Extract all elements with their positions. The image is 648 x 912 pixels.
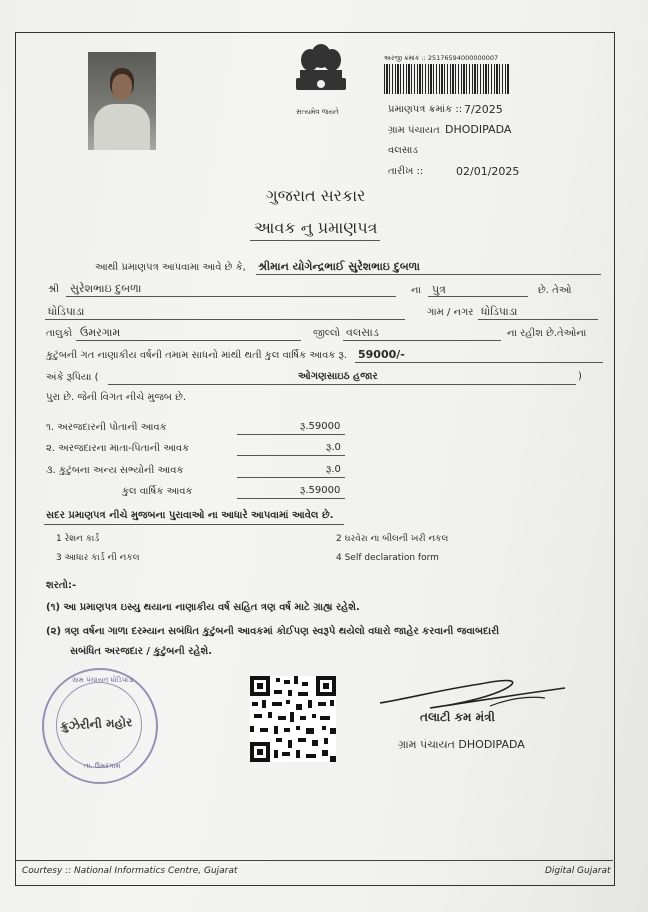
documents-heading: સદર પ્રમાણપત્ર નીચે મુજબના પુરાવાઓ ના આધારે આપવામાં આવેલ છે. xyxy=(46,510,334,521)
document-item: 3 આધાર કાર્ડ ની નકલ xyxy=(56,553,140,563)
income-row-label: ૧. અરજદારની પોતાની આવક xyxy=(46,422,167,433)
income-row-label: ૨. અરજદારના માતા-પિતાની આવક xyxy=(46,443,190,454)
seal-ring-top: ગ્રામ પંચાયત ધોડિપાડા xyxy=(72,676,134,684)
village-value: ધોડિપાડા xyxy=(48,305,85,318)
cert-no-label: પ્રમાણપત્ર ક્રમાંક :: xyxy=(388,104,463,115)
barcode-icon xyxy=(384,64,510,94)
condition-2-cont: સબંધિત અરજદાર / કુટુંબની રહેશે. xyxy=(70,646,212,657)
header-district: વલસાડ xyxy=(388,145,418,156)
total-income-label: કુલ વાર્ષિક આવક xyxy=(122,486,193,497)
date-value: 02/01/2025 xyxy=(456,165,520,178)
emblem-motto: સત્યમેવ જયતે xyxy=(296,108,339,116)
application-number: અરજી ક્રમાંક :: 25176594000000007 xyxy=(384,54,499,62)
seal-ring-bottom: તા. ઉમરગામ xyxy=(84,762,121,770)
panchayat-value: DHODIPADA xyxy=(445,123,512,136)
qr-code-icon xyxy=(250,676,336,762)
condition-2: (૨) ત્રણ વર્ષના ગાળા દરમ્યાન સબંધિત કુટુંબની આવકમાં કોઈપણ સ્વરૂપે થયેલો વધારો જાહેર કરવાની જવાબદારી xyxy=(46,626,500,637)
income-text: કુટુંબની ગત નાણાકીય વર્ષની તમામ સાધનો માંથી થતી કુલ વાર્ષિક આવક રૂ. xyxy=(46,350,348,361)
district-value: વલસાડ xyxy=(346,326,379,339)
document-item: 4 Self declaration form xyxy=(336,553,439,563)
income-row-amount: રૂ.0 xyxy=(326,464,341,475)
words-prefix: અંકે રૂપિયા ( xyxy=(46,372,99,383)
government-title: ગુજરાત સરકાર xyxy=(266,186,366,205)
date-label: તારીખ :: xyxy=(388,166,424,177)
income-row-amount: રૂ.59000 xyxy=(300,421,341,432)
na-text: ના xyxy=(411,285,421,296)
seal-name: ક્રુઝેરીની મહોર xyxy=(59,715,133,733)
panchayat-label: ગ્રામ પંચાયત xyxy=(388,125,440,136)
applicant-name: શ્રીમાન યોગેન્દ્રભાઈ સુરેશભાઇ દુબળા xyxy=(258,260,420,273)
footer-digital-gujarat: Digital Gujarat xyxy=(545,866,611,876)
taluka-label: તાલુકો xyxy=(46,328,73,339)
cert-no-value: 7/2025 xyxy=(464,103,503,116)
words-suffix: ) xyxy=(578,371,582,382)
total-income-amount: રૂ.59000 xyxy=(300,485,341,496)
parent-prefix: શ્રી xyxy=(48,284,60,295)
village-label: ગામ / નગર xyxy=(427,307,474,318)
designation: તલાટી કમ મંત્રી xyxy=(420,710,495,724)
income-row-label: ૩. કુટુંબના અન્ય સભ્યોની આવક xyxy=(46,465,184,476)
parent-name: સુરેશભાઇ દુબળા xyxy=(70,282,142,295)
district-label: જીલ્લો xyxy=(313,328,341,339)
condition-1: (૧) આ પ્રમાણપત્ર ઇસ્યુ થયાના નાણાકીય વર્ષ સહિત ત્રણ વર્ષ માટે ગ્રાહ્ય રહેશે. xyxy=(46,602,360,613)
intro-text: આથી પ્રમાણપત્ર આપવામા આવે છે કે, xyxy=(95,262,246,273)
village-value-2: ધોડિપાડા xyxy=(481,305,518,318)
document-item: 1 રેશન કાર્ડ xyxy=(56,534,100,544)
conditions-heading: શરતો:- xyxy=(46,580,77,591)
certificate-title: આવક નુ પ્રમાણપત્ર xyxy=(254,218,378,237)
income-row-amount: રૂ.0 xyxy=(326,442,341,453)
relation: પુત્ર xyxy=(432,283,446,296)
details-line: પુરા છે. જેની વિગત નીચે મુજબ છે. xyxy=(46,392,187,403)
taluka-value: ઉમરગામ xyxy=(80,326,121,339)
income-value: 59000/- xyxy=(358,348,405,361)
income-words: ઓગણસાઇઠ હજાર xyxy=(298,371,378,382)
applicant-photo xyxy=(88,52,156,150)
che-teo-text: છે. તેઓ xyxy=(538,285,572,296)
resident-text: ના રહીશ છે.તેઓના xyxy=(507,328,587,339)
signing-office: ગ્રામ પંચાયત DHODIPADA xyxy=(398,738,525,751)
footer-courtesy: Courtesy :: National Informatics Centre, Gujarat xyxy=(22,866,238,876)
document-item: 2 ઘરવેરા ના બીલની ખરી નકલ xyxy=(336,534,449,544)
